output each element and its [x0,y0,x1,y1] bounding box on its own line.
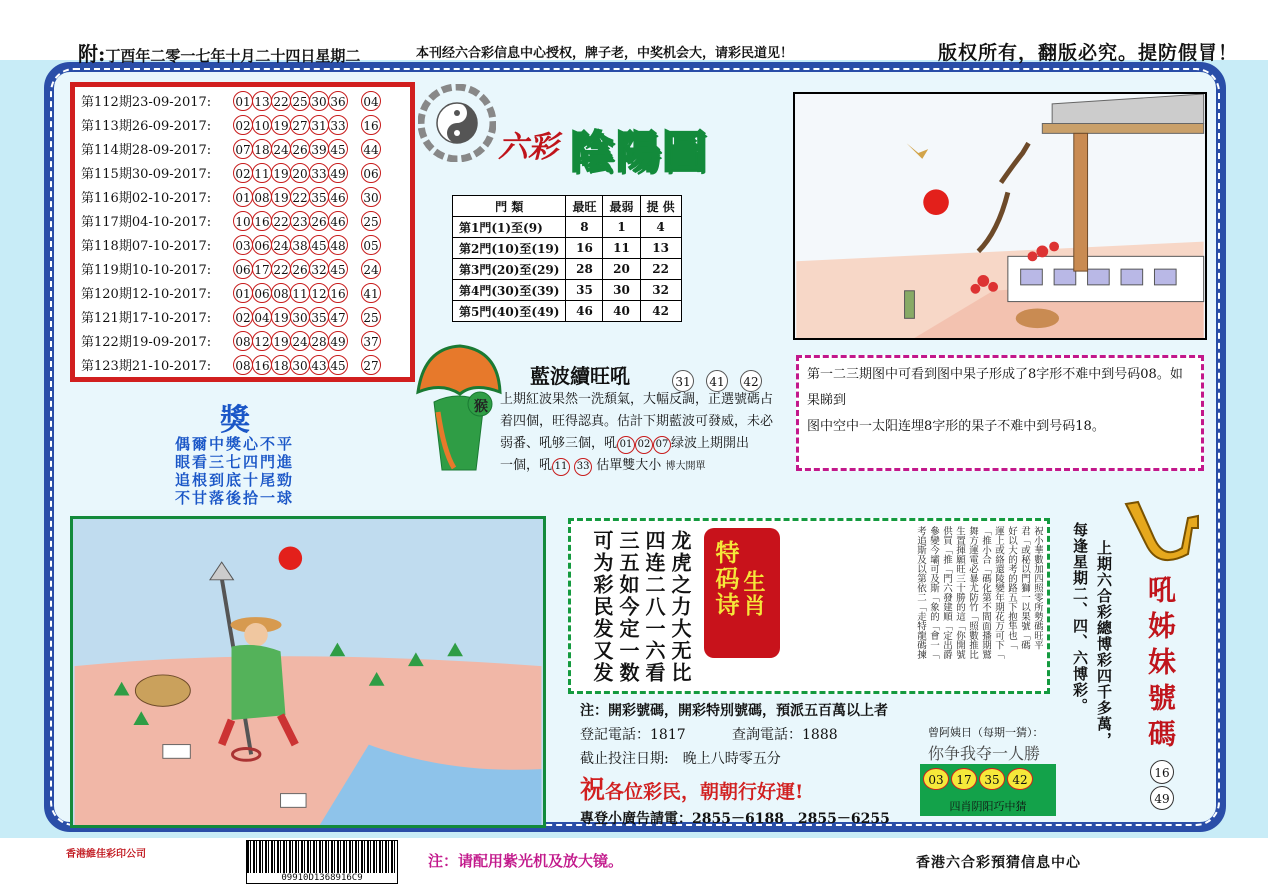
result-label: 第113期26-09-2017: [81,119,212,134]
small-text-column: 祝小華數加四照零所勢碼旺平 [1032,526,1043,650]
result-row [81,163,380,187]
bagua-yinyang-icon [418,84,496,162]
poem-line: 偶爾中獎心不平 [175,435,295,453]
table-cell: 35 [566,280,603,301]
blue-wave-line-4: 一個，吼 11 33 估單雙大小 博大開單 [500,455,790,478]
number-ball: 16 [252,355,272,375]
table-header: 門 類 [453,196,566,217]
number-ball: 38 [290,235,310,255]
special-ball: 41 [361,283,381,303]
footer-note: 注：请配用紫光机及放大镜。 [428,852,624,870]
table-cell: 22 [640,259,681,280]
table-cell: 8 [566,217,603,238]
table-cell: 16 [566,238,603,259]
poem-line: 不甘落後拾一球 [175,489,295,507]
title-yinyang: 陰陽圖 [570,127,708,178]
miner-illustration [70,516,546,828]
greeting: 祝各位彩民，朝朝行好運! [580,775,804,804]
footer-org: 香港六合彩預猜信息中心 [916,855,1081,871]
number-ball: 12 [309,283,329,303]
number-ball: 24 [290,331,310,351]
sister-title: 吼姊妹號碼 [1144,575,1177,755]
blue-wave-line-2: 着四個，旺得認真。估計下期藍波可發威，未必 [500,414,774,429]
number-ball: 48 [328,235,348,255]
table-cell: 13 [640,238,681,259]
number-ball: 46 [328,187,348,207]
table-cell: 第2門(10)至(19) [453,238,566,259]
number-ball: 26 [290,139,310,159]
zodiac-label: 生肖 [740,570,766,618]
result-row [81,307,380,331]
note-draw: 注：開彩號碼，開彩特別號碼，預派五百萬以上者 [580,703,888,719]
number-ball: 39 [309,139,329,159]
number-ball: 49 [1150,786,1174,810]
number-ball: 19 [271,187,291,207]
number-ball: 08 [233,331,253,351]
number-ball: 19 [271,115,291,135]
number-ball: 17 [951,768,977,790]
header-copyright: 版权所有，翻版必究。提防假冒！ [938,42,1239,64]
table-row [453,238,682,259]
result-label: 第120期12-10-2017: [81,287,212,302]
gate-table [452,195,682,322]
number-ball: 28 [309,331,329,351]
number-ball: 24 [271,139,291,159]
result-label: 第115期30-09-2017: [81,167,212,182]
number-ball: 42 [740,370,762,392]
number-ball: 35 [309,187,329,207]
number-ball: 32 [309,259,329,279]
blue-wave-line-3: 弱番、吼够三個，吼 01 02 07 绿波上期開出 [500,433,790,455]
number-ball: 03 [923,768,949,790]
special-code-poem-label: 特码诗 [711,540,740,618]
number-ball: 35 [309,307,329,327]
number-ball: 22 [271,211,291,231]
number-ball: 08 [233,355,253,375]
small-text-column: 「推小合「碼化第不間面播期鷲 [980,526,991,659]
number-ball: 16 [328,283,348,303]
number-ball: 06 [252,283,272,303]
special-poem-col-4: 可为彩民发又发 [590,530,614,684]
number-ball: 19 [271,163,291,183]
number-ball: 30 [309,91,329,111]
table-cell: 第4門(30)至(39) [453,280,566,301]
table-cell: 20 [603,259,640,280]
result-label: 第123期21-10-2017: [81,359,212,374]
number-ball: 27 [290,115,310,135]
result-label: 第112期23-09-2017: [81,95,212,110]
table-header: 最旺 [566,196,603,217]
number-ball: 19 [271,307,291,327]
register-phone: 登記電話：1817 [580,727,686,743]
result-row [81,115,380,139]
number-ball: 45 [328,355,348,375]
mushroom-label: 猴 [474,399,488,415]
small-text-column: 生置揮願旺三十勝的這「你開號 [954,526,965,659]
ad-phone: 專登小廣告請電：2855－6188 2855－6255 [580,811,890,827]
table-cell: 28 [566,259,603,280]
result-row [81,91,380,115]
results-box [70,82,415,382]
number-ball: 33 [328,115,348,135]
title-liucai: 六彩 [498,130,558,165]
guess-caption: 曾阿姨日（每期一猜）： [928,726,1044,739]
special-ball: 44 [361,139,381,159]
small-text-column: 參變今壩可及斯「象的「會一「 [928,526,939,659]
table-row [453,259,682,280]
special-ball: 04 [361,91,381,111]
table-row [453,301,682,322]
table-cell: 4 [640,217,681,238]
number-ball: 22 [271,259,291,279]
result-row [81,139,380,163]
number-ball: 08 [252,187,272,207]
number-ball: 04 [252,307,272,327]
number-ball: 16 [252,211,272,231]
number-ball: 01 [617,436,635,454]
result-row [81,355,380,379]
number-ball: 36 [328,91,348,111]
table-cell: 42 [640,301,681,322]
result-label: 第116期02-10-2017: [81,191,212,206]
small-text-column: 舞方運電必暴尤防竹「照數推比 [967,526,978,659]
number-ball: 35 [979,768,1005,790]
table-row [453,280,682,301]
number-ball: 31 [672,370,694,392]
result-row [81,283,380,307]
number-ball: 43 [309,355,329,375]
table-cell: 第5門(40)至(49) [453,301,566,322]
number-ball: 45 [328,259,348,279]
number-ball: 11 [552,458,570,476]
table-cell: 第1門(1)至(9) [453,217,566,238]
result-label: 第118期07-10-2017: [81,239,212,254]
number-ball: 47 [328,307,348,327]
blue-wave-title: 藍波續旺吼 [530,364,630,388]
number-ball: 01 [233,283,253,303]
number-ball: 49 [328,331,348,351]
number-ball: 45 [309,235,329,255]
table-row [453,217,682,238]
number-ball: 12 [252,331,272,351]
special-poem-small-text [785,524,1043,684]
number-ball: 45 [328,139,348,159]
special-ball: 06 [361,163,381,183]
poem-lines [175,435,294,507]
mushroom-illustration [414,342,502,472]
special-ball: 05 [361,235,381,255]
number-ball: 02 [635,436,653,454]
number-ball: 17 [252,259,272,279]
special-ball: 25 [361,211,381,231]
result-label: 第119期10-10-2017: [81,263,212,278]
printer-name: 香港維佳彩印公司 [66,849,146,860]
table-header: 最弱 [603,196,640,217]
special-ball: 27 [361,355,381,375]
result-row [81,235,380,259]
side-vertical-1: 上期六合彩總博彩四千多萬， [1095,540,1113,748]
number-ball: 10 [252,115,272,135]
number-ball: 18 [252,139,272,159]
poem-line: 眼看三七四門進 [175,453,295,471]
result-label: 第122期19-09-2017: [81,335,212,350]
number-ball: 06 [233,259,253,279]
small-text-column: 考追斯及以第依二「走特龍碼揀 [915,526,926,659]
blue-wave-line-1: 上期紅波果然一洗頹氣，大幅反調，正選號碼占 [500,392,774,407]
number-ball: 30 [290,307,310,327]
table-cell: 1 [603,217,640,238]
barcode: 09910D1368916C9 [246,840,398,884]
number-ball: 01 [233,187,253,207]
result-row [81,259,380,283]
number-ball: 23 [290,211,310,231]
special-ball: 25 [361,307,381,327]
table-cell: 11 [603,238,640,259]
number-ball: 42 [1007,768,1033,790]
number-ball: 11 [290,283,310,303]
side-vertical-2: 每逢星期二、四、六博彩。 [1071,522,1089,714]
number-ball: 22 [271,91,291,111]
poem-line: 追根到底十尾勁 [175,471,295,489]
number-ball: 46 [328,211,348,231]
number-ball: 26 [290,259,310,279]
number-ball: 30 [290,355,310,375]
query-phone: 查詢電話：1888 [732,727,838,743]
small-text-column: 君「或秘以門獅一以果號「碼 [1019,526,1030,650]
hint-line-2: 图中空中一太阳连埋8字形的果子不难中到号码18。 [807,419,1105,434]
deadline: 截止投注日期: 晚上八時零五分 [580,751,781,767]
number-ball: 33 [309,163,329,183]
result-label: 第114期28-09-2017: [81,143,212,158]
poem-title: 獎 [220,403,250,438]
number-ball: 10 [233,211,253,231]
guess-caption-bottom: 四肖阴阳巧中猜 [949,800,1027,813]
table-cell: 第3門(20)至(29) [453,259,566,280]
number-ball: 03 [233,235,253,255]
special-ball: 30 [361,187,381,207]
hint-box [796,355,1204,471]
number-ball: 31 [309,115,329,135]
number-ball: 02 [233,163,253,183]
table-header: 提 供 [640,196,681,217]
number-ball: 06 [252,235,272,255]
table-cell: 40 [603,301,640,322]
hint-line-1: 第一二三期图中可看到图中果子形成了8字形不难中到号码08。如果睇到 [807,367,1183,408]
number-ball: 18 [271,355,291,375]
result-label: 第121期17-10-2017: [81,311,212,326]
pavilion-illustration [793,92,1207,340]
guess-slogan: 你争我夺一人勝 [928,744,1041,763]
number-ball: 16 [1150,760,1174,784]
header-authorization: 本刊经六合彩信息中心授权，牌子老，中奖机会大，请彩民道见！ [416,46,794,61]
special-ball: 24 [361,259,381,279]
blue-wave-text [500,389,790,478]
number-ball: 25 [290,91,310,111]
number-ball: 13 [252,91,272,111]
number-ball: 26 [309,211,329,231]
saxophone-icon [1118,498,1202,564]
table-cell: 32 [640,280,681,301]
result-label: 第117期04-10-2017: [81,215,212,230]
header-date: 附:丁酉年二零一七年十月二十四日星期二 [78,42,361,66]
table-cell: 46 [566,301,603,322]
special-ball: 37 [361,331,381,351]
number-ball: 07 [653,436,671,454]
small-text-column: 好以大的考的路五下抱隼也「 [1006,526,1017,650]
number-ball: 01 [233,91,253,111]
number-ball: 08 [271,283,291,303]
sister-balls [1150,758,1174,812]
result-row [81,187,380,211]
number-ball: 49 [328,163,348,183]
number-ball: 07 [233,139,253,159]
number-ball: 19 [271,331,291,351]
special-poem-col-1: 龙虎之力大无比 [668,530,692,684]
small-text-column: 運上或絡還陵變年期花万可下「 [993,526,1004,659]
number-ball: 02 [233,115,253,135]
number-ball: 41 [706,370,728,392]
number-ball: 24 [271,235,291,255]
result-row [81,211,380,235]
number-ball: 11 [252,163,272,183]
special-poem-col-3: 三五如今定一数 [616,530,640,684]
special-poem-col-2: 四连二八一六看 [642,530,666,684]
small-text-column: 供買「推「門六發建順「定出爵 [941,526,952,659]
number-ball: 33 [574,458,592,476]
special-ball: 16 [361,115,381,135]
table-cell: 30 [603,280,640,301]
number-ball: 02 [233,307,253,327]
number-ball: 20 [290,163,310,183]
result-row [81,331,380,355]
number-ball: 22 [290,187,310,207]
